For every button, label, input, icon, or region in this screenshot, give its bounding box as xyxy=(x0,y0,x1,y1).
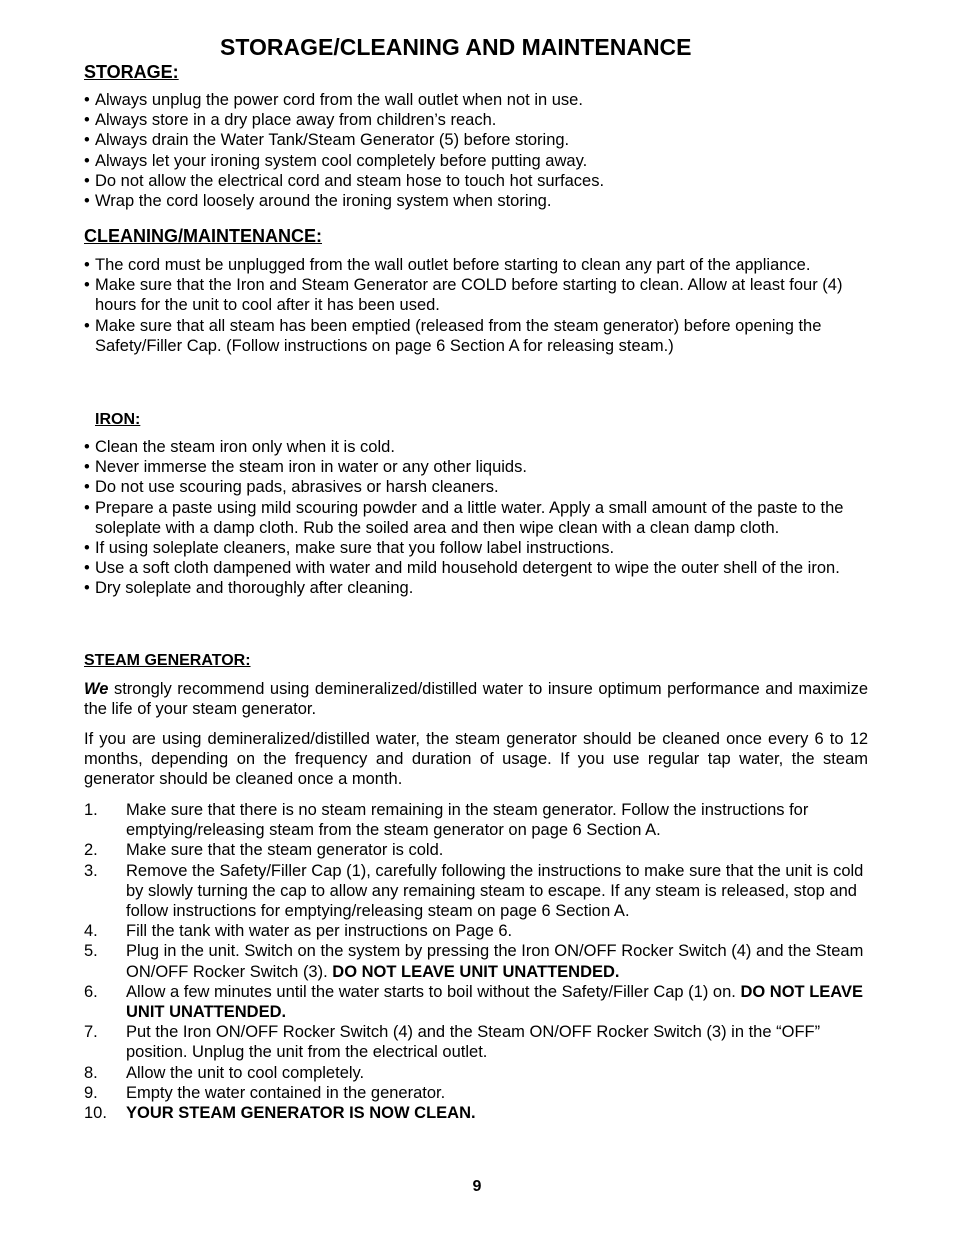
step-text: Allow a few minutes until the water starts to boil without the Safety/Filler Cap (1) on. xyxy=(126,982,741,1001)
list-item: • Make sure that all steam has been emptied (released from the steam generator) before opening the Safety/Filler Cap. (Follow instructions on page 6 Section A for releasing steam.) xyxy=(84,316,854,356)
step-number: 8. xyxy=(84,1063,98,1082)
recommendation-paragraph xyxy=(84,679,868,719)
step-text: Empty the water contained in the generator. xyxy=(126,1083,446,1102)
step-warning: DO NOT LEAVE UNIT UNATTENDED. xyxy=(332,962,620,981)
list-item: • Do not use scouring pads, abrasives or harsh cleaners. xyxy=(84,477,858,497)
list-item: • Make sure that the Iron and Steam Generator are COLD before starting to clean. Allow at least four (4) hours for the unit to cool after it has been used. xyxy=(84,275,854,315)
list-item: • Do not allow the electrical cord and steam hose to touch hot surfaces. xyxy=(84,171,870,191)
step-item xyxy=(84,1103,870,1123)
step-number: 7. xyxy=(84,1023,98,1042)
step-text: Fill the tank with water as per instructions on Page 6. xyxy=(126,922,513,941)
step-number: 3. xyxy=(84,861,98,880)
step-number: 2. xyxy=(84,841,98,860)
step-warning: YOUR STEAM GENERATOR IS NOW CLEAN. xyxy=(126,1104,476,1123)
list-item: • Wrap the cord loosely around the ironing system when storing. xyxy=(84,191,870,211)
list-item: • Use a soft cloth dampened with water and mild household detergent to wipe the outer shell of the iron. xyxy=(84,558,858,578)
step-text: Allow the unit to cool completely. xyxy=(126,1063,365,1082)
step-number: 4. xyxy=(84,922,98,941)
cleaning-steps xyxy=(84,800,870,1123)
cleaning-list xyxy=(84,255,854,356)
emphasis-we: We xyxy=(84,680,109,698)
step-item xyxy=(84,941,870,981)
list-item: • Prepare a paste using mild scouring powder and a little water. Apply a small amount of the paste to the soleplate with a damp cloth. Rub the soiled area and then wipe clean with a clean damp cloth. xyxy=(84,498,858,538)
list-item: • Clean the steam iron only when it is cold. xyxy=(84,437,858,457)
step-item xyxy=(84,861,870,922)
steam-generator-heading: STEAM GENERATOR: xyxy=(84,652,251,669)
page-number: 9 xyxy=(472,1178,482,1195)
storage-heading: STORAGE: xyxy=(84,62,179,82)
step-number: 6. xyxy=(84,982,98,1001)
page-title: STORAGE/CLEANING AND MAINTENANCE xyxy=(220,34,692,60)
list-item: • Never immerse the steam iron in water or any other liquids. xyxy=(84,457,858,477)
list-item: • Always unplug the power cord from the wall outlet when not in use. xyxy=(84,90,870,110)
list-item: • Always store in a dry place away from children’s reach. xyxy=(84,110,870,130)
list-item: • The cord must be unplugged from the wall outlet before starting to clean any part of the appliance. xyxy=(84,255,854,275)
step-item xyxy=(84,1083,870,1103)
step-text: Plug in the unit. Switch on the system by pressing the Iron ON/OFF Rocker Switch (4) and the Steam ON/OFF Rocker Switch (3). xyxy=(126,942,864,981)
step-item xyxy=(84,800,870,840)
list-item: • Always let your ironing system cool completely before putting away. xyxy=(84,151,870,171)
paragraph-text: strongly recommend using demineralized/distilled water to insure optimum performance and maximize the life of your steam generator. xyxy=(84,680,868,719)
list-item: • If using soleplate cleaners, make sure that you follow label instructions. xyxy=(84,538,858,558)
step-text: Make sure that the steam generator is cold. xyxy=(126,841,444,860)
step-item xyxy=(84,840,870,860)
iron-heading: IRON: xyxy=(95,411,141,428)
list-item: • Dry soleplate and thoroughly after cleaning. xyxy=(84,578,858,598)
step-item xyxy=(84,1022,870,1062)
step-number: 1. xyxy=(84,801,98,819)
cleaning-heading: CLEANING/MAINTENANCE: xyxy=(84,226,322,246)
storage-list xyxy=(84,90,870,211)
step-warning: DO NOT LEAVE UNIT UNATTENDED. xyxy=(126,982,863,1022)
step-item xyxy=(84,982,870,1022)
step-item xyxy=(84,921,870,941)
list-item: • Always drain the Water Tank/Steam Generator (5) before storing. xyxy=(84,130,870,150)
step-text: Remove the Safety/Filler Cap (1), carefully following the instructions to make sure that the unit is cold by slowly turning the cap to allow any remaining steam to escape. If any steam is released, stop and follow instructions for emptying/releasing steam on page 6 Section A. xyxy=(126,861,864,921)
step-item xyxy=(84,1063,870,1083)
frequency-paragraph: If you are using demineralized/distilled water, the steam generator should be cleaned once every 6 to 12 months, depending on the frequency and duration of usage. If you use regular tap water, the steam generator should be cleaned once a month. xyxy=(84,730,868,789)
step-number: 9. xyxy=(84,1083,98,1102)
step-text: Make sure that there is no steam remaining in the steam generator. Follow the instructions for emptying/releasing steam from the steam generator on page 6 Section A. xyxy=(126,801,809,840)
step-text: Put the Iron ON/OFF Rocker Switch (4) and the Steam ON/OFF Rocker Switch (3) in the “OFF” position. Unplug the unit from the electrical outlet. xyxy=(126,1023,821,1062)
iron-list xyxy=(84,437,858,599)
step-number: 10. xyxy=(84,1104,107,1123)
step-number: 5. xyxy=(84,942,98,961)
